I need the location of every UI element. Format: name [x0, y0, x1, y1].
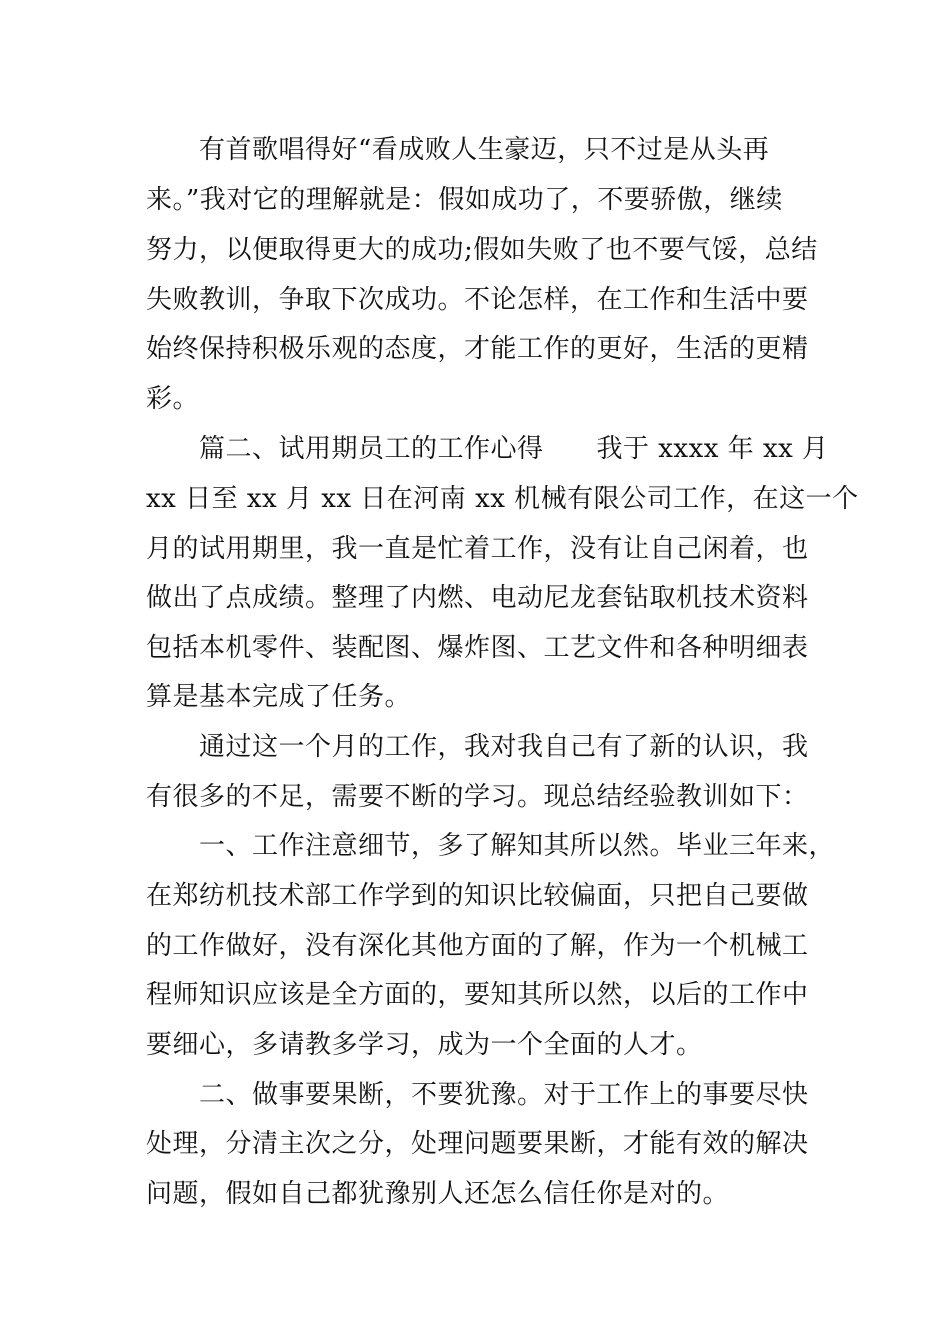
text-line: 始终保持积极乐观的态度，才能工作的更好，生活的更精: [146, 334, 809, 364]
text-line: 的工作做好，没有深化其他方面的了解，作为一个机械工: [146, 931, 809, 961]
text-line: 包括本机零件、装配图、爆炸图、工艺文件和各种明细表: [146, 633, 809, 663]
text-line: 彩。: [146, 384, 200, 414]
text-line: 失败教训，争取下次成功。不论怎样，在工作和生活中要: [146, 285, 809, 315]
text-line: 程师知识应该是全方面的，要知其所以然，以后的工作中: [146, 980, 809, 1010]
text-line: 二、做事要果断，不要犹豫。对于工作上的事要尽快: [146, 1080, 809, 1110]
text-line: 有首歌唱得好“看成败人生豪迈，只不过是从头再: [146, 135, 770, 165]
text-line: 算是基本完成了任务。: [146, 682, 412, 712]
text-line: 问题，假如自己都犹豫别人还怎么信任你是对的。: [146, 1179, 730, 1209]
text-line: 来。”我对它的理解就是：假如成功了，不要骄傲，继续: [146, 185, 783, 215]
text-line: 月的试用期里，我一直是忙着工作，没有让自己闲着，也: [146, 534, 809, 564]
text-line: 篇二、试用期员工的工作心得 我于 xxxx 年 xx 月: [146, 434, 829, 464]
text-line: 努力，以便取得更大的成功;假如失败了也不要气馁，总结: [146, 235, 818, 265]
text-line: 一、工作注意细节，多了解知其所以然。毕业三年来，: [146, 831, 836, 861]
text-line: 有很多的不足，需要不断的学习。现总结经验教训如下：: [146, 782, 809, 812]
text-line: 做出了点成绩。整理了内燃、电动尼龙套钻取机技术资料: [146, 583, 809, 613]
text-line: 通过这一个月的工作，我对我自己有了新的认识，我: [146, 732, 809, 762]
text-line: 处理，分清主次之分，处理问题要果断，才能有效的解决: [146, 1129, 809, 1159]
text-line: 在郑纺机技术部工作学到的知识比较偏面，只把自己要做: [146, 881, 809, 911]
text-line: 要细心，多请教多学习，成为一个全面的人才。: [146, 1030, 703, 1060]
text-line: xx 日至 xx 月 xx 日在河南 xx 机械有限公司工作，在这一个: [146, 484, 859, 514]
